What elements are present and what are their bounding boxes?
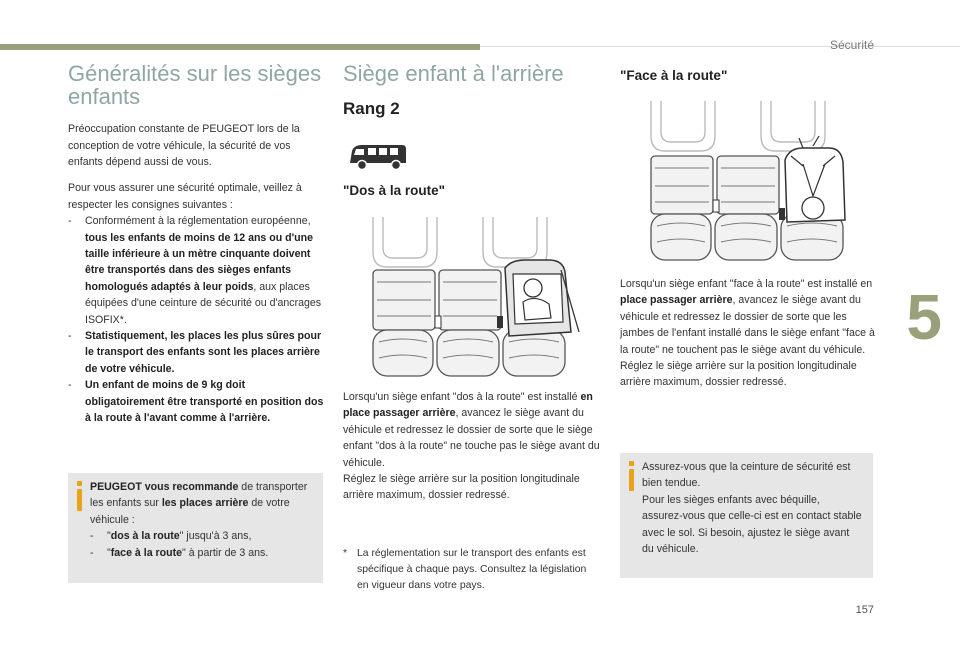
column-general (68, 62, 324, 427)
list-item: - Un enfant de moins de 9 kg doit obligatoirement être transporté en position dos à la route à l'avant comme à l'arrière. (68, 377, 324, 426)
recommendation-info-box (68, 473, 323, 583)
recommendation-text: PEUGEOT vous recommande de transporter les enfants sur les places arrière de votre véhicule : - "dos à la route" jusqu'à 3 ans, - "face à la route" à partir de 3 ans. (90, 479, 313, 561)
header-rule (480, 46, 960, 47)
rang-title: Rang 2 (343, 99, 400, 119)
forward-facing-seat-illustration (643, 96, 868, 266)
list-item: - Conformément à la réglementation européenne, tous les enfants de moins de 12 ans ou d'une taille inférieure à un mètre cinquante doivent être transportés dans des sièges enfants homologués adaptés à leur poids, aux places équipées d'une ceinture de sécurité ou d'ancrages ISOFIX*. (68, 213, 324, 328)
instructions-list (68, 213, 324, 426)
seatbelt-info-text: Assurez-vous que la ceinture de sécurité est bien tendue. Pour les sièges enfants avec béquille, assurez-vous que celle-ci est en contact stable avec le sol. Si besoin, ajustez le siège avant du véhicule. (642, 461, 862, 556)
rear-facing-seat-illustration (365, 212, 590, 382)
list-item: - Statistiquement, les places les plus sûres pour le transport des enfants sont les places arrière de votre véhicule. (68, 328, 324, 377)
list-item: - "dos à la route" jusqu'à 3 ans, (90, 528, 313, 544)
column-rear-seat (343, 62, 599, 119)
car-icon (346, 139, 408, 171)
chapter-number: 5 (906, 281, 942, 353)
info-icon (629, 461, 634, 491)
forward-facing-paragraph: Lorsqu'un siège enfant "face à la route" est installé en place passager arrière, avancez le siège avant du véhicule et redressez le dossier de sorte que les jambes de l'enfant installé dans le siège enfant "face à la route" ne touchent pas le siège avant du véhicule. Réglez le siège arrière sur la position longitudinale arrière maximum, dossier redressé. (620, 278, 875, 389)
intro-paragraph: Préoccupation constante de PEUGEOT lors de la conception de votre véhicule, la sécurité de vos enfants dépend aussi de vous. (68, 123, 300, 168)
rear-facing-paragraph: Lorsqu'un siège enfant "dos à la route" est installé en place passager arrière, avancez le siège avant du véhicule et redressez le dossier de sorte que le siège enfant "dos à la route" ne touche pas le siège avant du véhicule. Réglez le siège arrière sur la position longitudinale arrière maximum, dossier redressé. (343, 391, 600, 502)
seatbelt-info-box (620, 453, 873, 578)
section-title: Sécurité (829, 38, 874, 52)
footnote: * La réglementation sur le transport des enfants est spécifique à chaque pays. Consultez la législation en vigueur dans votre pays. (343, 548, 587, 592)
info-icon (77, 481, 82, 511)
forward-facing-heading: "Face à la route" (620, 68, 728, 83)
list-item: - "face à la route" à partir de 3 ans. (90, 545, 313, 561)
general-title: Généralités sur les sièges enfants (68, 61, 322, 110)
header-accent-bar (0, 44, 480, 50)
rear-seat-title: Siège enfant à l'arrière (343, 61, 564, 86)
instructions-intro: Pour vous assurer une sécurité optimale, veillez à respecter les consignes suivantes : (68, 182, 302, 211)
rear-facing-heading: "Dos à la route" (343, 183, 446, 198)
page-number: 157 (855, 604, 874, 616)
